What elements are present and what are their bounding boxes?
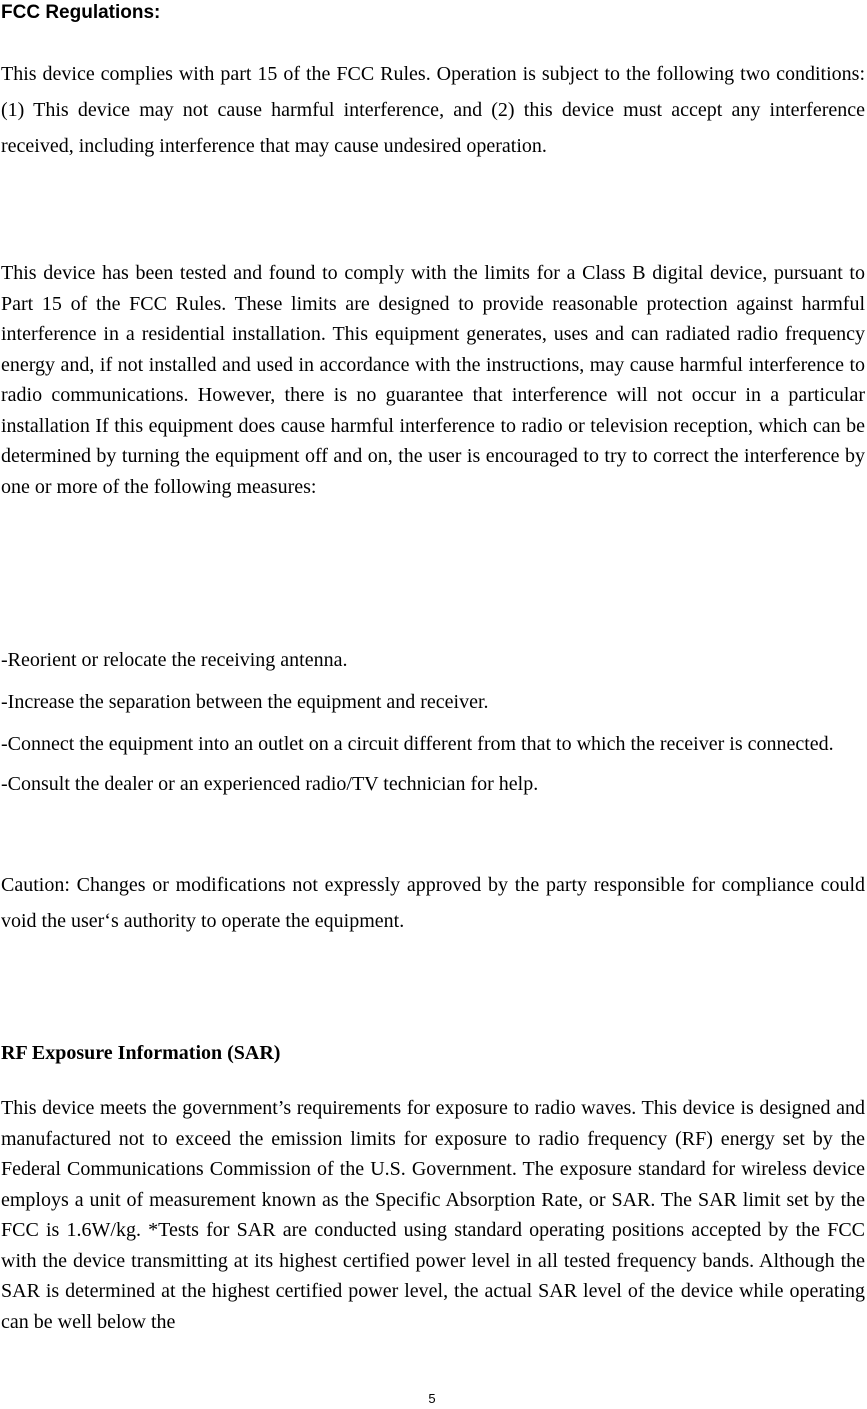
caution-paragraph: Caution: Changes or modifications not expressly approved by the party responsible for compliance could void the user‘s authority to operate the equipment.	[1, 874, 865, 932]
sar-paragraph: This device meets the government’s requirements for exposure to radio waves. This device is designed and manufactured not to exceed the emission limits for exposure to radio frequency (RF) energy set by the Federal Communications Commission of the U.S. Government. The exposure standard for wireless device employs a unit of measurement known as the Specific Absorption Rate, or SAR. The SAR limit set by the FCC is 1.6W/kg. *Tests for SAR are conducted using standard operating positions accepted by the FCC with the device transmitting at its highest certified power level in all tested frequency bands. Although the SAR is determined at the highest certified power level, the actual SAR level of the device while operating can be well below the	[1, 1097, 865, 1333]
list-item: -Connect the equipment into an outlet on a circuit different from that to which the receiver is connected.	[1, 733, 834, 755]
list-item: -Reorient or relocate the receiving antenna.	[1, 649, 348, 671]
list-item: -Increase the separation between the equipment and receiver.	[1, 691, 489, 713]
interference-measures-list	[1, 645, 865, 799]
fcc-regulations-heading: FCC Regulations:	[1, 2, 161, 23]
list-item: -Consult the dealer or an experienced radio/TV technician for help.	[1, 773, 539, 795]
rf-exposure-heading: RF Exposure Information (SAR)	[1, 1042, 281, 1064]
class-b-paragraph: This device has been tested and found to comply with the limits for a Class B digital device, pursuant to Part 15 of the FCC Rules. These limits are designed to provide reasonable protection against harmful interference in a residential installation. This equipment generates, uses and can radiated radio frequency energy and, if not installed and used in accordance with the instructions, may cause harmful interference to radio communications. However, there is no guarantee that interference will not occur in a particular installation If this equipment does cause harmful interference to radio or television reception, which can be determined by turning the equipment off and on, the user is encouraged to try to correct the interference by one or more of the following measures:	[1, 262, 865, 498]
fcc-compliance-paragraph: This device complies with part 15 of the FCC Rules. Operation is subject to the following two conditions: (1) This device may not cause harmful interference, and (2) this device must accept any interference received, including interference that may cause undesired operation.	[1, 63, 865, 157]
page-number: 5	[428, 1391, 436, 1406]
